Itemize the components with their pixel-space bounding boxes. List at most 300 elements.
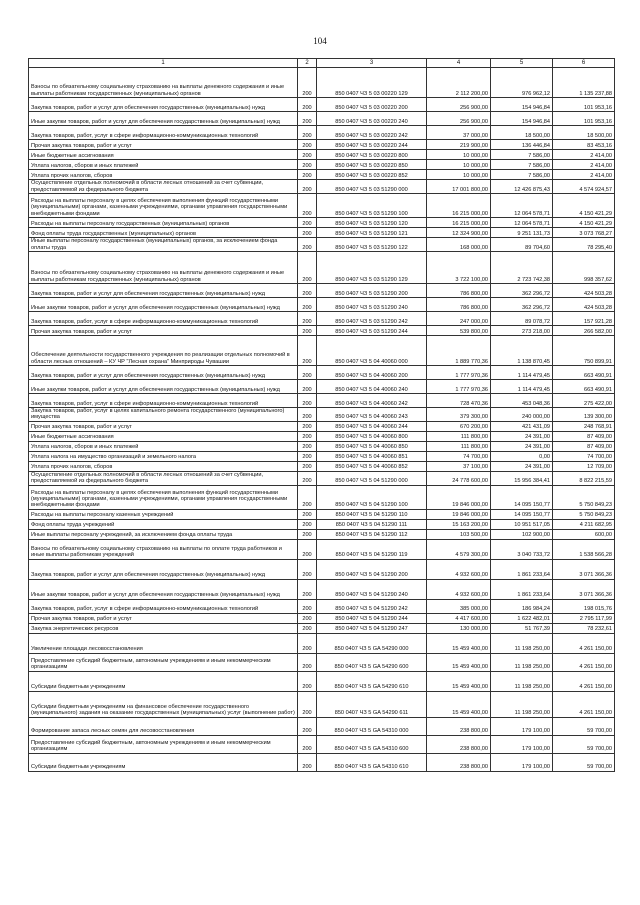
row-kbk: 850 0407 ЧЗ 5 04 51290 240: [317, 579, 427, 599]
row-name: Закупка товаров, работ, услуг в сфере информационно-коммуникационных технологий: [29, 394, 298, 408]
row-done: 15 956 384,41: [491, 471, 553, 485]
row-rest: 101 953,16: [553, 98, 615, 112]
row-rest: 266 582,00: [553, 326, 615, 336]
row-kbk: 850 0407 ЧЗ 5 03 00220 852: [317, 170, 427, 180]
row-kbk: 850 0407 ЧЗ 5 03 00220 240: [317, 112, 427, 126]
row-done: 51 767,39: [491, 623, 553, 633]
row-code: 200: [298, 380, 317, 394]
row-kbk: 850 0407 ЧЗ 5 GA 54290 611: [317, 691, 427, 717]
table-row: [29, 408, 615, 422]
row-rest: 8 822 215,59: [553, 471, 615, 485]
table-row: [29, 170, 615, 180]
row-plan: 15 459 400,00: [427, 653, 491, 671]
table-row: [29, 140, 615, 150]
row-kbk: 850 0407 ЧЗ 5 04 40060 242: [317, 394, 427, 408]
row-kbk: 850 0407 ЧЗ 5 03 51290 242: [317, 312, 427, 326]
row-kbk: 850 0407 ЧЗ 5 04 40060 850: [317, 441, 427, 451]
row-done: 2 723 742,38: [491, 252, 553, 284]
table-row: [29, 252, 615, 284]
row-code: 200: [298, 170, 317, 180]
row-code: 200: [298, 238, 317, 252]
row-done: 0,00: [491, 451, 553, 461]
row-code: 200: [298, 394, 317, 408]
row-rest: 663 490,91: [553, 366, 615, 380]
row-plan: 168 000,00: [427, 238, 491, 252]
table-row: [29, 623, 615, 633]
row-code: 200: [298, 218, 317, 228]
row-plan: 111 800,00: [427, 431, 491, 441]
row-rest: 78 232,61: [553, 623, 615, 633]
page-number: 104: [313, 36, 327, 46]
row-done: 12 426 875,43: [491, 180, 553, 194]
table-row: [29, 451, 615, 461]
table-row: [29, 326, 615, 336]
table-row: [29, 112, 615, 126]
row-code: 200: [298, 529, 317, 539]
row-rest: 198 015,76: [553, 599, 615, 613]
row-kbk: 850 0407 ЧЗ 5 03 51290 100: [317, 194, 427, 218]
row-kbk: 850 0407 ЧЗ 5 03 51290 129: [317, 252, 427, 284]
row-name: Увеличение площади лесовосстановления: [29, 633, 298, 653]
table-row: [29, 671, 615, 691]
row-code: 200: [298, 312, 317, 326]
row-plan: 238 800,00: [427, 717, 491, 735]
table-row: [29, 579, 615, 599]
row-name: Закупка товаров, работ и услуг для обеспечения государственных (муниципальных) нужд: [29, 284, 298, 298]
row-kbk: 850 0407 ЧЗ 5 GA 54310 000: [317, 717, 427, 735]
table-row: [29, 461, 615, 471]
row-plan: 15 459 400,00: [427, 633, 491, 653]
row-plan: 12 324 900,00: [427, 228, 491, 238]
row-name: Взносы по обязательному социальному страхованию на выплаты по оплате труда работников и иные выплаты работникам учреждений: [29, 539, 298, 559]
row-name: Уплата налога на имущество организаций и земельного налога: [29, 451, 298, 461]
row-kbk: 850 0407 ЧЗ 5 04 40060 243: [317, 408, 427, 422]
table-row: [29, 431, 615, 441]
row-kbk: 850 0407 ЧЗ 5 04 51290 100: [317, 485, 427, 509]
row-done: 10 951 517,05: [491, 519, 553, 529]
row-rest: 998 357,62: [553, 252, 615, 284]
row-kbk: 850 0407 ЧЗ 5 03 51290 244: [317, 326, 427, 336]
table-row: [29, 160, 615, 170]
row-done: 453 048,36: [491, 394, 553, 408]
row-done: 362 296,72: [491, 298, 553, 312]
row-plan: 379 300,00: [427, 408, 491, 422]
row-kbk: 850 0407 ЧЗ 5 04 40060 000: [317, 336, 427, 366]
row-done: 154 946,84: [491, 112, 553, 126]
row-rest: 600,00: [553, 529, 615, 539]
row-code: 200: [298, 150, 317, 160]
row-name: Осуществление отдельных полномочий в области лесных отношений за счет субвенции, предоставляемой из федерального бюджета: [29, 180, 298, 194]
row-done: 11 198 250,00: [491, 671, 553, 691]
row-plan: 219 900,00: [427, 140, 491, 150]
row-name: Иные закупки товаров, работ и услуг для обеспечения государственных (муниципальных) нужд: [29, 579, 298, 599]
row-plan: 15 163 200,00: [427, 519, 491, 529]
row-plan: 15 459 400,00: [427, 671, 491, 691]
row-kbk: 850 0407 ЧЗ 5 03 00220 850: [317, 160, 427, 170]
row-name: Закупка товаров, работ и услуг для обеспечения государственных (муниципальных) нужд: [29, 98, 298, 112]
table-row: [29, 228, 615, 238]
row-kbk: 850 0407 ЧЗ 5 04 40060 800: [317, 431, 427, 441]
header-cell: 3: [317, 59, 427, 68]
row-code: 200: [298, 68, 317, 98]
row-done: 89 704,60: [491, 238, 553, 252]
table-row: [29, 180, 615, 194]
row-rest: 87 409,00: [553, 431, 615, 441]
table-row: [29, 441, 615, 451]
row-name: Расходы на выплаты персоналу в целях обеспечения выполнения функций государственными (муниципальными) органами, казенными учреждениями, органами управления государственными внебюджетными фондами: [29, 194, 298, 218]
row-done: 421 431,09: [491, 421, 553, 431]
row-kbk: 850 0407 ЧЗ 5 04 40060 244: [317, 421, 427, 431]
row-rest: 78 295,40: [553, 238, 615, 252]
row-name: Прочая закупка товаров, работ и услуг: [29, 140, 298, 150]
row-kbk: 850 0407 ЧЗ 5 04 51290 247: [317, 623, 427, 633]
row-name: Прочая закупка товаров, работ и услуг: [29, 421, 298, 431]
row-done: 1 861 233,64: [491, 579, 553, 599]
row-rest: 59 700,00: [553, 717, 615, 735]
row-code: 200: [298, 431, 317, 441]
row-done: 273 218,00: [491, 326, 553, 336]
row-plan: 19 846 000,00: [427, 485, 491, 509]
row-done: 11 198 250,00: [491, 653, 553, 671]
row-name: Иные закупки товаров, работ и услуг для обеспечения государственных (муниципальных) нужд: [29, 298, 298, 312]
table-row: [29, 519, 615, 529]
row-name: Уплата налогов, сборов и иных платежей: [29, 160, 298, 170]
row-done: 179 100,00: [491, 753, 553, 771]
row-name: Закупка товаров, работ и услуг для обеспечения государственных (муниципальных) нужд: [29, 559, 298, 579]
row-kbk: 850 0407 ЧЗ 5 04 51290 111: [317, 519, 427, 529]
row-code: 200: [298, 366, 317, 380]
row-plan: 670 200,00: [427, 421, 491, 431]
row-done: 18 500,00: [491, 126, 553, 140]
row-rest: 248 768,91: [553, 421, 615, 431]
row-kbk: 850 0407 ЧЗ 5 GA 54290 600: [317, 653, 427, 671]
row-rest: 74 700,00: [553, 451, 615, 461]
row-plan: 256 900,00: [427, 98, 491, 112]
row-plan: 103 500,00: [427, 529, 491, 539]
row-code: 200: [298, 451, 317, 461]
row-code: 200: [298, 408, 317, 422]
row-rest: 2 795 117,99: [553, 613, 615, 623]
row-done: 7 586,00: [491, 170, 553, 180]
row-rest: 4 261 150,00: [553, 633, 615, 653]
row-plan: 256 900,00: [427, 112, 491, 126]
row-done: 1 861 233,64: [491, 559, 553, 579]
row-code: 200: [298, 298, 317, 312]
header-cell: 4: [427, 59, 491, 68]
row-done: 179 100,00: [491, 717, 553, 735]
table-row: [29, 284, 615, 298]
row-kbk: 850 0407 ЧЗ 5 03 00220 242: [317, 126, 427, 140]
row-rest: 139 300,00: [553, 408, 615, 422]
row-code: 200: [298, 717, 317, 735]
row-kbk: 850 0407 ЧЗ 5 GA 54290 610: [317, 671, 427, 691]
row-code: 200: [298, 140, 317, 150]
row-plan: 4 932 600,00: [427, 579, 491, 599]
row-done: 240 000,00: [491, 408, 553, 422]
row-name: Иные бюджетные ассигнования: [29, 431, 298, 441]
row-plan: 15 459 400,00: [427, 691, 491, 717]
row-plan: 238 800,00: [427, 735, 491, 753]
row-rest: 275 422,00: [553, 394, 615, 408]
row-done: 14 095 150,77: [491, 509, 553, 519]
row-done: 12 064 578,71: [491, 194, 553, 218]
table-row: [29, 753, 615, 771]
table-row: [29, 653, 615, 671]
row-done: 179 100,00: [491, 735, 553, 753]
row-plan: 10 000,00: [427, 160, 491, 170]
row-name: Субсидии бюджетным учреждениям на финансовое обеспечение государственного (муниципального) задания на оказание государственных (муниципальных) услуг (выполнение работ): [29, 691, 298, 717]
row-kbk: 850 0407 ЧЗ 5 GA 54310 610: [317, 753, 427, 771]
row-code: 200: [298, 228, 317, 238]
row-plan: 16 215 000,00: [427, 194, 491, 218]
row-rest: 18 500,00: [553, 126, 615, 140]
row-done: 3 040 733,72: [491, 539, 553, 559]
row-plan: 37 000,00: [427, 126, 491, 140]
row-name: Фонд оплаты труда учреждений: [29, 519, 298, 529]
row-done: 24 391,00: [491, 441, 553, 451]
row-name: Закупка энергетических ресурсов: [29, 623, 298, 633]
row-code: 200: [298, 471, 317, 485]
row-name: Закупка товаров, работ, услуг в целях капитального ремонта государственного (муниципального) имущества: [29, 408, 298, 422]
row-kbk: 850 0407 ЧЗ 5 03 51290 000: [317, 180, 427, 194]
row-name: Иные бюджетные ассигнования: [29, 150, 298, 160]
row-code: 200: [298, 539, 317, 559]
table-row: [29, 150, 615, 160]
row-code: 200: [298, 753, 317, 771]
row-done: 14 095 150,77: [491, 485, 553, 509]
row-done: 9 251 131,73: [491, 228, 553, 238]
row-code: 200: [298, 579, 317, 599]
table-row: [29, 394, 615, 408]
row-name: Закупка товаров, работ и услуг для обеспечения государственных (муниципальных) нужд: [29, 366, 298, 380]
row-rest: 5 750 849,23: [553, 485, 615, 509]
table-row: [29, 471, 615, 485]
row-rest: 87 409,00: [553, 441, 615, 451]
header-cell: 5: [491, 59, 553, 68]
row-kbk: 850 0407 ЧЗ 5 04 51290 000: [317, 471, 427, 485]
row-name: Осуществление отдельных полномочий в области лесных отношений за счет субвенции, предоставляемой из федерального бюджета: [29, 471, 298, 485]
row-kbk: 850 0407 ЧЗ 5 03 51290 200: [317, 284, 427, 298]
row-kbk: 850 0407 ЧЗ 5 04 51290 242: [317, 599, 427, 613]
row-name: Предоставление субсидий бюджетным, автономным учреждениям и иным некоммерческим организациям: [29, 735, 298, 753]
table-row: [29, 298, 615, 312]
table-row: [29, 380, 615, 394]
row-plan: 19 846 000,00: [427, 509, 491, 519]
table-row: [29, 421, 615, 431]
row-plan: 4 417 600,00: [427, 613, 491, 623]
header-cell: 2: [298, 59, 317, 68]
row-rest: 4 261 150,00: [553, 653, 615, 671]
row-done: 1 138 870,45: [491, 336, 553, 366]
row-code: 200: [298, 98, 317, 112]
row-done: 362 296,72: [491, 284, 553, 298]
row-rest: 4 211 682,95: [553, 519, 615, 529]
row-plan: 16 215 000,00: [427, 218, 491, 228]
row-kbk: 850 0407 ЧЗ 5 04 51290 110: [317, 509, 427, 519]
row-done: 1 114 479,45: [491, 380, 553, 394]
row-done: 12 064 578,71: [491, 218, 553, 228]
table-row: [29, 312, 615, 326]
row-rest: 750 899,91: [553, 336, 615, 366]
table-row: [29, 539, 615, 559]
table-row: [29, 599, 615, 613]
row-name: Формирование запаса лесных семян для лесовосстановления: [29, 717, 298, 735]
row-kbk: 850 0407 ЧЗ 5 04 51290 244: [317, 613, 427, 623]
row-rest: 424 503,28: [553, 284, 615, 298]
row-rest: 424 503,28: [553, 298, 615, 312]
row-code: 200: [298, 599, 317, 613]
row-rest: 2 414,00: [553, 170, 615, 180]
row-name: Уплата прочих налогов, сборов: [29, 461, 298, 471]
row-done: 976 962,12: [491, 68, 553, 98]
row-done: 11 198 250,00: [491, 633, 553, 653]
row-code: 200: [298, 421, 317, 431]
table-row: [29, 633, 615, 653]
row-name: Прочая закупка товаров, работ и услуг: [29, 613, 298, 623]
row-rest: 83 453,16: [553, 140, 615, 150]
row-code: 200: [298, 326, 317, 336]
row-done: 11 198 250,00: [491, 691, 553, 717]
row-code: 200: [298, 485, 317, 509]
row-plan: 247 000,00: [427, 312, 491, 326]
row-name: Иные закупки товаров, работ и услуг для обеспечения государственных (муниципальных) нужд: [29, 380, 298, 394]
row-plan: 786 800,00: [427, 284, 491, 298]
table-row: [29, 366, 615, 380]
table-row: [29, 238, 615, 252]
row-code: 200: [298, 559, 317, 579]
row-name: Прочая закупка товаров, работ и услуг: [29, 326, 298, 336]
row-kbk: 850 0407 ЧЗ 5 04 40060 852: [317, 461, 427, 471]
table-row: [29, 529, 615, 539]
row-name: Уплата прочих налогов, сборов: [29, 170, 298, 180]
row-kbk: 850 0407 ЧЗ 5 04 40060 200: [317, 366, 427, 380]
row-rest: 59 700,00: [553, 753, 615, 771]
table-row: [29, 509, 615, 519]
row-name: Закупка товаров, работ, услуг в сфере информационно-коммуникационных технологий: [29, 599, 298, 613]
table-row: [29, 98, 615, 112]
table-row: [29, 735, 615, 753]
table-row: [29, 691, 615, 717]
table-row: [29, 194, 615, 218]
row-rest: 1 135 237,88: [553, 68, 615, 98]
table-row: [29, 68, 615, 98]
row-rest: 3 073 768,27: [553, 228, 615, 238]
row-plan: 385 000,00: [427, 599, 491, 613]
row-code: 200: [298, 284, 317, 298]
row-rest: 4 150 421,29: [553, 194, 615, 218]
table-header-row: [29, 59, 615, 68]
row-done: 186 984,24: [491, 599, 553, 613]
row-name: Уплата налогов, сборов и иных платежей: [29, 441, 298, 451]
row-rest: 4 261 150,00: [553, 691, 615, 717]
row-name: Взносы по обязательному социальному страхованию на выплаты денежного содержания и иные выплаты работникам государственных (муниципальных) органов: [29, 68, 298, 98]
row-plan: 539 800,00: [427, 326, 491, 336]
row-name: Взносы по обязательному социальному страхованию на выплаты денежного содержания и иные выплаты работникам государственных (муниципальных) органов: [29, 252, 298, 284]
row-done: 154 946,84: [491, 98, 553, 112]
row-name: Закупка товаров, работ, услуг в сфере информационно-коммуникационных технологий: [29, 312, 298, 326]
row-rest: 101 953,16: [553, 112, 615, 126]
row-rest: 4 150 421,29: [553, 218, 615, 228]
row-plan: 10 000,00: [427, 150, 491, 160]
row-kbk: 850 0407 ЧЗ 5 03 51290 121: [317, 228, 427, 238]
row-plan: 728 470,36: [427, 394, 491, 408]
row-name: Расходы на выплаты персоналу казенных учреждений: [29, 509, 298, 519]
row-plan: 238 800,00: [427, 753, 491, 771]
table-row: [29, 336, 615, 366]
row-name: Закупка товаров, работ, услуг в сфере информационно-коммуникационных технологий: [29, 126, 298, 140]
row-done: 102 900,00: [491, 529, 553, 539]
row-code: 200: [298, 653, 317, 671]
row-code: 200: [298, 671, 317, 691]
row-kbk: 850 0407 ЧЗ 5 03 00220 129: [317, 68, 427, 98]
row-code: 200: [298, 180, 317, 194]
row-rest: 3 071 366,36: [553, 579, 615, 599]
table-row: [29, 613, 615, 623]
row-code: 200: [298, 623, 317, 633]
row-plan: 2 112 200,00: [427, 68, 491, 98]
row-code: 200: [298, 613, 317, 623]
row-rest: 157 921,28: [553, 312, 615, 326]
table-row: [29, 717, 615, 735]
row-kbk: 850 0407 ЧЗ 5 04 51290 119: [317, 539, 427, 559]
header-cell: 1: [29, 59, 298, 68]
row-done: 136 446,84: [491, 140, 553, 150]
row-name: Расходы на выплаты персоналу в целях обеспечения выполнения функций государственными (муниципальными) органами, казенными учреждениями, органами управления государственными внебюджетными фондами: [29, 485, 298, 509]
row-rest: 1 538 566,28: [553, 539, 615, 559]
row-plan: 4 932 600,00: [427, 559, 491, 579]
row-code: 200: [298, 441, 317, 451]
row-code: 200: [298, 336, 317, 366]
row-plan: 10 000,00: [427, 170, 491, 180]
row-kbk: 850 0407 ЧЗ 5 GA 54310 600: [317, 735, 427, 753]
row-kbk: 850 0407 ЧЗ 5 04 40060 851: [317, 451, 427, 461]
row-plan: 1 889 770,36: [427, 336, 491, 366]
budget-table: [28, 58, 615, 772]
row-plan: 74 700,00: [427, 451, 491, 461]
row-kbk: 850 0407 ЧЗ 5 03 00220 800: [317, 150, 427, 160]
row-code: 200: [298, 194, 317, 218]
table-row: [29, 559, 615, 579]
row-code: 200: [298, 112, 317, 126]
header-cell: 6: [553, 59, 615, 68]
row-plan: 786 800,00: [427, 298, 491, 312]
row-name: Расходы на выплаты персоналу государственных (муниципальных) органов: [29, 218, 298, 228]
row-code: 200: [298, 160, 317, 170]
row-plan: 37 100,00: [427, 461, 491, 471]
row-plan: 3 722 100,00: [427, 252, 491, 284]
row-plan: 17 001 800,00: [427, 180, 491, 194]
row-rest: 4 261 150,00: [553, 671, 615, 691]
row-code: 200: [298, 735, 317, 753]
row-plan: 1 777 970,36: [427, 380, 491, 394]
row-kbk: 850 0407 ЧЗ 5 03 51290 122: [317, 238, 427, 252]
table-row: [29, 218, 615, 228]
row-rest: 3 071 366,36: [553, 559, 615, 579]
row-kbk: 850 0407 ЧЗ 5 03 51290 120: [317, 218, 427, 228]
row-done: 24 391,00: [491, 431, 553, 441]
row-code: 200: [298, 633, 317, 653]
row-rest: 12 709,00: [553, 461, 615, 471]
row-plan: 24 778 600,00: [427, 471, 491, 485]
row-kbk: 850 0407 ЧЗ 5 04 51290 200: [317, 559, 427, 579]
row-name: Иные выплаты персоналу государственных (муниципальных) органов, за исключением фонда оплаты труда: [29, 238, 298, 252]
row-name: Обеспечение деятельности государственного учреждения по реализации отдельных полномочий в области лесных отношений – КУ ЧР "Лесная охрана" Минприроды Чувашии: [29, 336, 298, 366]
row-rest: 59 700,00: [553, 735, 615, 753]
row-plan: 130 000,00: [427, 623, 491, 633]
row-code: 200: [298, 252, 317, 284]
row-kbk: 850 0407 ЧЗ 5 03 00220 200: [317, 98, 427, 112]
row-done: 7 586,00: [491, 150, 553, 160]
